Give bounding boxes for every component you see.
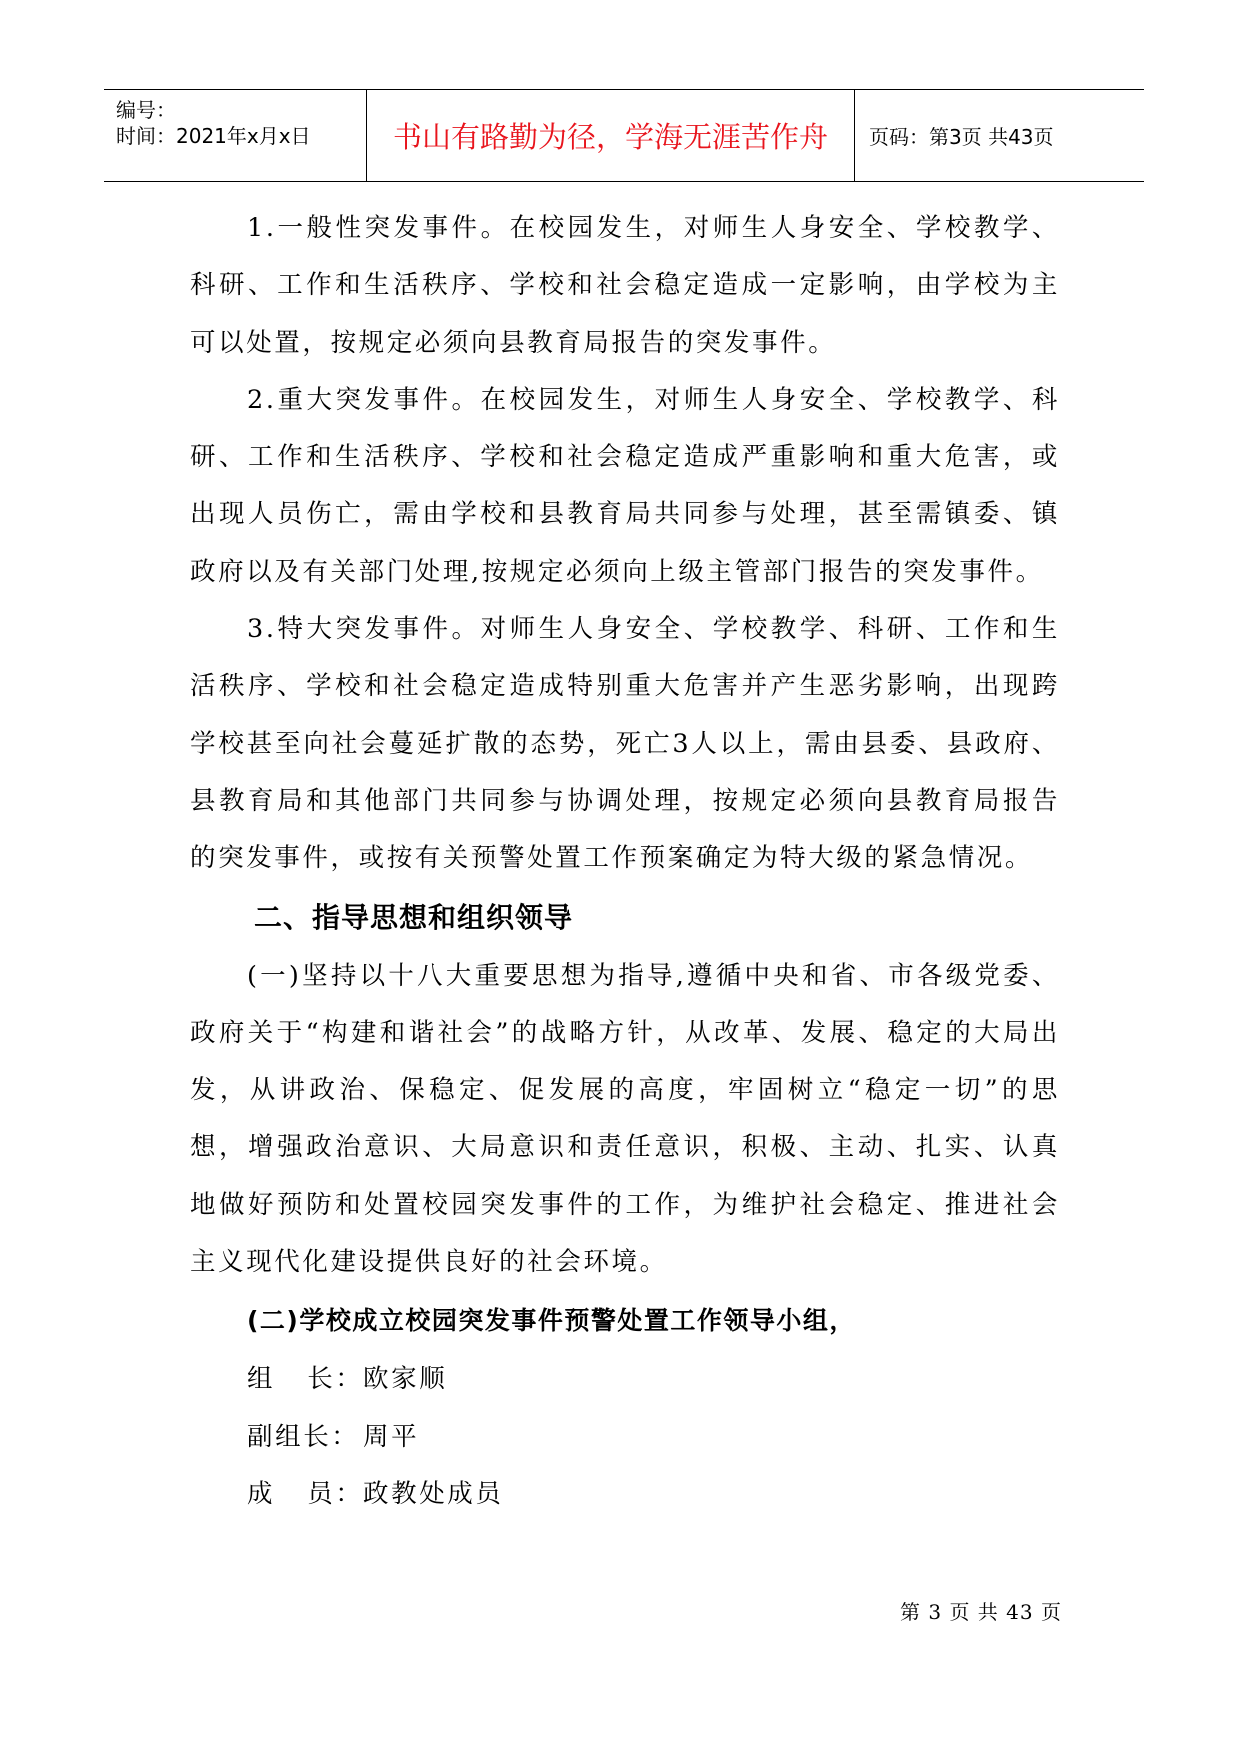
page-header: [104, 89, 1144, 182]
member-name: 周平: [363, 1421, 420, 1452]
member-row-leader: [190, 1351, 1060, 1408]
member-role: 成 员：: [247, 1478, 364, 1509]
document-number-label: 编号：: [116, 98, 176, 122]
document-body: [190, 200, 1060, 1523]
member-name: 政教处成员: [363, 1478, 504, 1509]
header-meta: [104, 90, 367, 181]
document-date: 时间：2021年x月x日: [116, 124, 311, 148]
member-name: 欧家顺: [363, 1364, 448, 1395]
section-heading-guiding-ideology: 二、指导思想和组织领导: [254, 900, 574, 934]
member-role: 组 长：: [247, 1364, 364, 1395]
subsection-heading-leadership-group: (二)学校成立校园突发事件预警处置工作领导小组，: [247, 1306, 856, 1336]
header-motto-cell: [367, 90, 855, 181]
header-motto: 书山有路勤为径，学海无涯苦作舟: [392, 120, 828, 154]
header-page-info: [855, 90, 1144, 181]
paragraph-guiding-ideology: (一)坚持以十八大重要思想为指导,遵循中央和省、市各级党委、政府关于“构建和谐社会”的战略方针，从改革、发展、稳定的大局出发，从讲政治、保稳定、促发展的高度，牢固树立“稳定一切”的思想，增强政治意识、大局意识和责任意识，积极、主动、扎实、认真地做好预防和处置校园突发事件的工作，为维护社会稳定、推进社会主义现代化建设提供良好的社会环境。: [190, 960, 1060, 1278]
paragraph-major-incident: 2.重大突发事件。在校园发生，对师生人身安全、学校教学、科研、工作和生活秩序、学校和社会稳定造成严重影响和重大危害，或出现人员伤亡，需由学校和县教育局共同参与处理，甚至需镇委、镇政府以及有关部门处理,按规定必须向上级主管部门报告的突发事件。: [190, 384, 1060, 587]
member-role: 副组长：: [247, 1421, 360, 1452]
paragraph-extraordinary-incident: 3.特大突发事件。对师生人身安全、学校教学、科研、工作和生活秩序、学校和社会稳定造成特别重大危害并产生恶劣影响，出现跨学校甚至向社会蔓延扩散的态势，死亡3人以上，需由县委、县政府、县教育局和其他部门共同参与协调处理，按规定必须向县教育局报告的突发事件，或按有关预警处置工作预案确定为特大级的紧急情况。: [190, 614, 1060, 874]
header-page-number: 页码：第3页 共43页: [869, 125, 1054, 149]
member-row-deputy-leader: [190, 1409, 1060, 1466]
member-row-members: [190, 1466, 1060, 1523]
paragraph-general-incident: 1.一般性突发事件。在校园发生，对师生人身安全、学校教学、科研、工作和生活秩序、学校和社会稳定造成一定影响，由学校为主可以处置，按规定必须向县教育局报告的突发事件。: [190, 213, 1060, 358]
page-footer: 第 3 页 共 43 页: [900, 1600, 1062, 1624]
